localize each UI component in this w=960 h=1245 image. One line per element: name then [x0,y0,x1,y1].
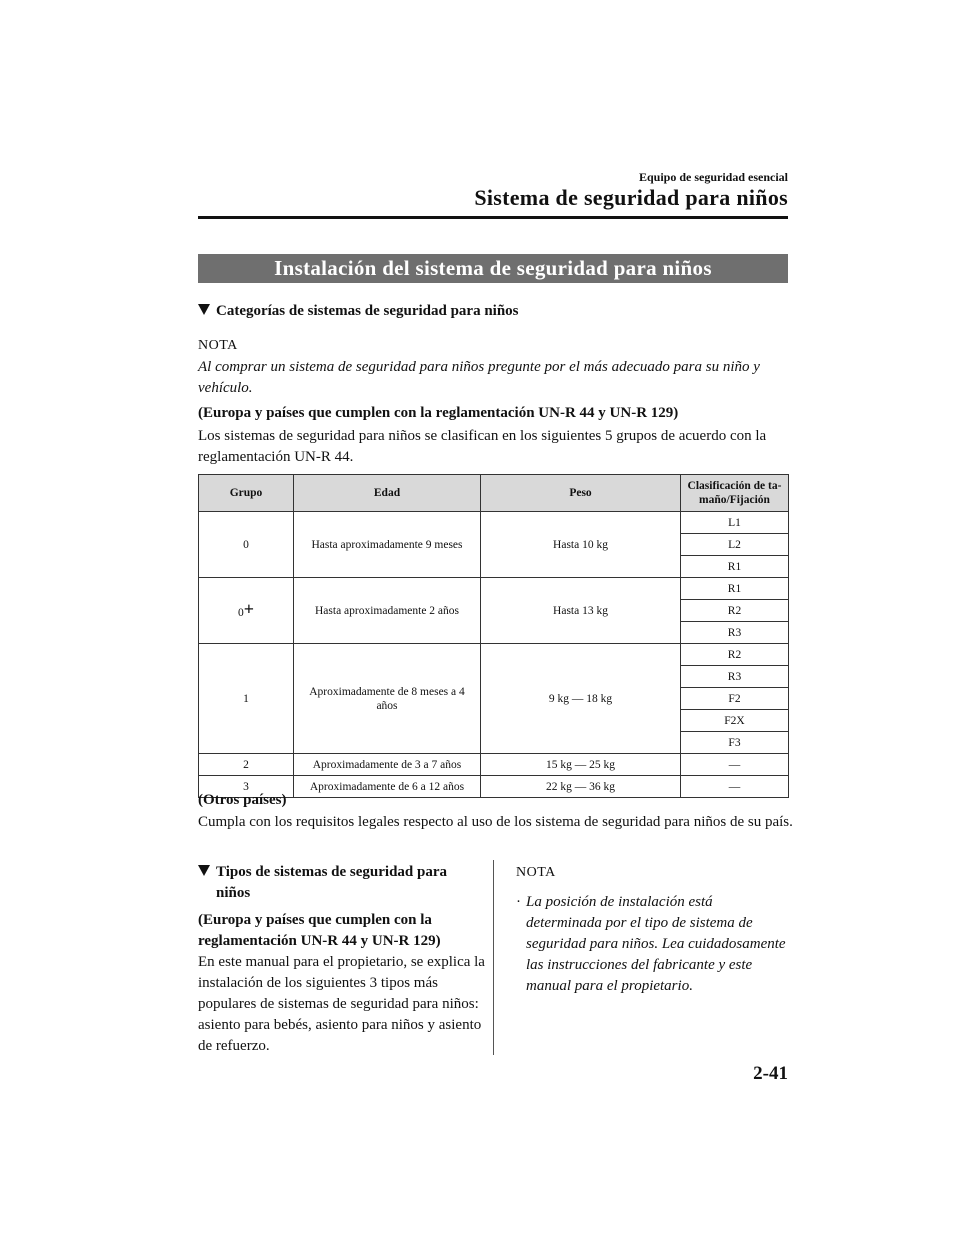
cell-edad: Aproximadamente de 3 a 7 años [294,754,481,776]
cell-peso: Hasta 10 kg [481,512,681,578]
table-header-row [199,475,789,512]
section-banner: Instalación del sistema de seguridad para niños [198,254,788,283]
note-label: NOTA [198,338,238,353]
column-divider [493,860,494,1055]
region-heading-europa: (Europa y países que cumplen con la reglamentación UN-R 44 y UN-R 129) [198,405,679,421]
page-number: 2-41 [753,1063,788,1084]
table-row [199,644,789,666]
note-bullet-item [516,892,786,997]
section-heading-line1: Tipos de sistemas de seguridad para [216,864,448,880]
table-row [199,776,789,798]
cell-clase: R3 [681,666,789,688]
region-heading-otros: (Otros países) [198,792,287,808]
cell-edad: Aproximadamente de 6 a 12 años [294,776,481,798]
table-row [199,578,789,600]
cell-edad: Hasta aproximadamente 2 años [294,578,481,644]
cell-clase: L1 [681,512,789,534]
cell-clase: F3 [681,732,789,754]
section-heading-line2: niños [216,885,251,901]
grupo-number: 0 [237,606,244,619]
cell-grupo: 2 [199,754,294,776]
paragraph-grupos: Los sistemas de seguridad para niños se clasifican en los siguientes 5 grupos de acuerdo con la reglamentación UN-R 44. [198,428,767,465]
column-header-peso: Peso [481,475,681,512]
groups-table [198,474,789,798]
note-label-2: NOTA [516,865,556,880]
cell-peso: Hasta 13 kg [481,578,681,644]
cell-clase: F2 [681,688,789,710]
cell-grupo: 3 [199,776,294,798]
cell-clase: L2 [681,534,789,556]
triangle-down-icon [198,304,210,315]
cell-clase: R1 [681,556,789,578]
cell-clase: R2 [681,600,789,622]
section-heading-categorias [198,303,519,320]
cell-clase: R2 [681,644,789,666]
cell-peso: 9 kg ― 18 kg [481,644,681,754]
cell-peso: 22 kg ― 36 kg [481,776,681,798]
note-bullet-text: La posición de instalación está determinada por el tipo de sistema de seguridad para niños. Lea cuidadosamente las instrucciones del fabricante y este manual para el propietario. [526,894,786,994]
cell-clase: R1 [681,578,789,600]
header-rule [198,216,788,219]
plus-icon: + [243,598,254,619]
cell-grupo [199,578,294,644]
region-heading-europa-2: (Europa y países que cumplen con la reglamentación UN-R 44 y UN-R 129) [198,912,441,949]
bullet-dot-icon: · [516,894,521,910]
cell-clase: F2X [681,710,789,732]
column-header-edad: Edad [294,475,481,512]
cell-grupo: 0 [199,512,294,578]
table-row [199,512,789,534]
column-header-grupo: Grupo [199,475,294,512]
section-heading-text: Categorías de sistemas de seguridad para niños [216,303,519,319]
section-heading-tipos [198,862,488,904]
cell-clase: ― [681,754,789,776]
table-row [199,754,789,776]
cell-grupo: 1 [199,644,294,754]
cell-clase: R3 [681,622,789,644]
cell-edad: Aproximadamente de 8 meses a 4 años [294,644,481,754]
cell-clase: ― [681,776,789,798]
cell-peso: 15 kg ― 25 kg [481,754,681,776]
column-header-clasificacion: Clasificación de ta-maño/Fijación [681,475,789,512]
triangle-down-icon [198,865,210,876]
chapter-subtitle: Equipo de seguridad esencial [638,170,788,184]
note-text: Al comprar un sistema de seguridad para niños pregunte por el más adecuado para su niño y vehículo. [198,359,760,396]
cell-edad: Hasta aproximadamente 9 meses [294,512,481,578]
paragraph-tipos: En este manual para el propietario, se explica la instalación de los siguientes 3 tipos más populares de sistemas de seguridad para niños: asiento para bebés, asiento para niños y asiento de refuerzo. [198,954,485,1054]
paragraph-otros: Cumpla con los requisitos legales respecto al uso de los sistema de seguridad para niños de su país. [198,814,793,830]
chapter-title: Sistema de seguridad para niños [474,185,788,210]
